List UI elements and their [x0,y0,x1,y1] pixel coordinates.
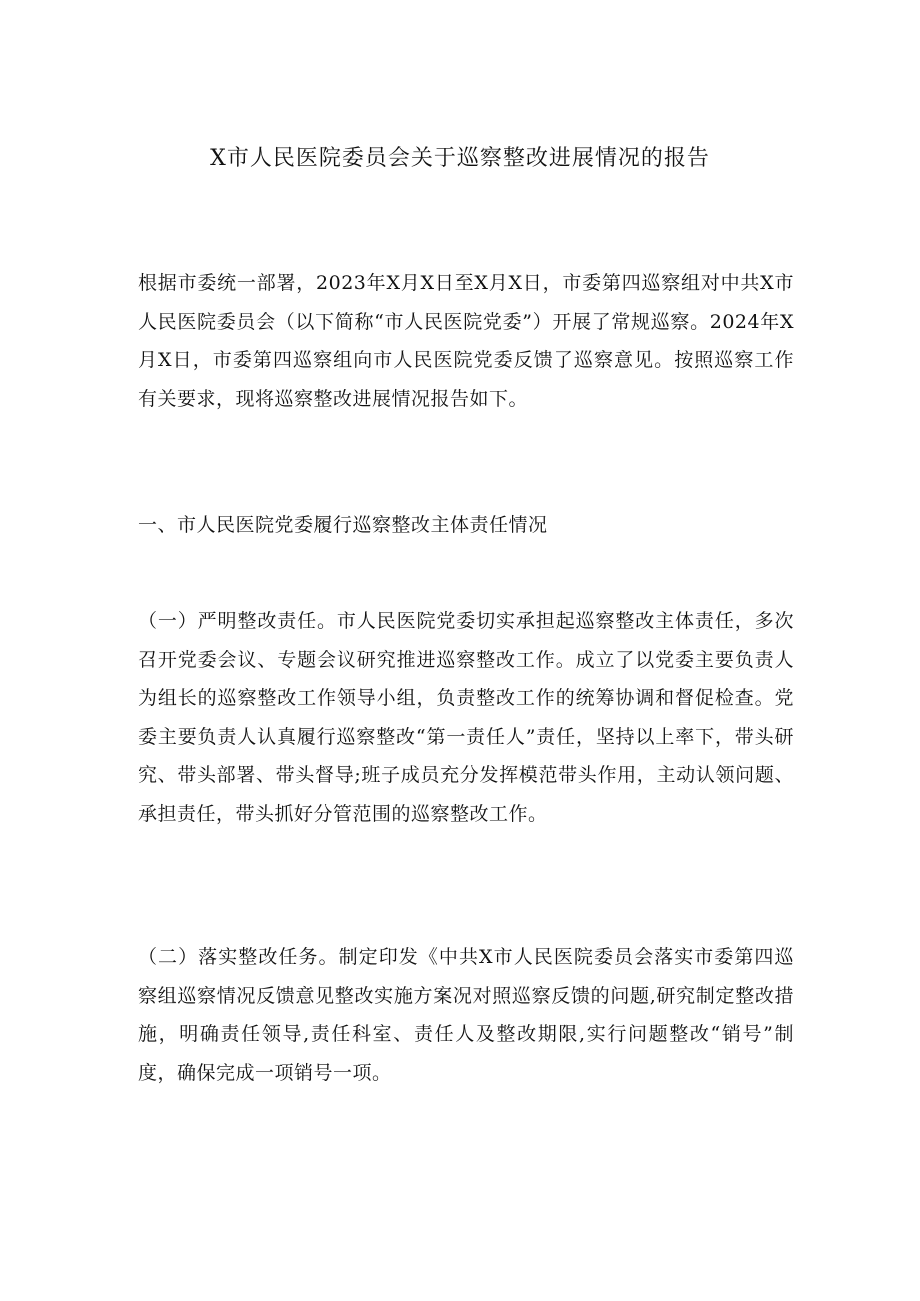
item-paragraph-1: （一）严明整改责任。市人民医院党委切实承担起巡察整改主体责任，多次召开党委会议、专题会议研究推进巡察整改工作。成立了以党委主要负责人为组长的巡察整改工作领导小组，负责整改工作的统筹协调和督促检查。党委主要负责人认真履行巡察整改“第一责任人”责任，坚持以上率下，带头研究、带头部署、带头督导;班子成员充分发挥模范带头作用，主动认领问题、承担责任，带头抓好分管范围的巡察整改工作。 [138,610,794,825]
document-title: X市人民医院委员会关于巡察整改进展情况的报告 [210,146,710,171]
item-paragraph-2: （二）落实整改任务。制定印发《中共X市人民医院委员会落实市委第四巡察组巡察情况反馈意见整改实施方案况对照巡察反馈的问题,研究制定整改措施，明确责任领导,责任科室、责任人及整改期限,实行问题整改“销号”制度，确保完成一项销号一项。 [138,946,794,1084]
intro-paragraph: 根据市委统一部署，2023年X月X日至X月X日，市委第四巡察组对中共X市人民医院委员会（以下简称“市人民医院党委”）开展了常规巡察。2024年X月X日，市委第四巡察组向市人民医院党委反馈了巡察意见。按照巡察工作有关要求，现将巡察整改进展情况报告如下。 [138,272,794,410]
section-heading: 一、市人民医院党委履行巡察整改主体责任情况 [138,514,548,536]
